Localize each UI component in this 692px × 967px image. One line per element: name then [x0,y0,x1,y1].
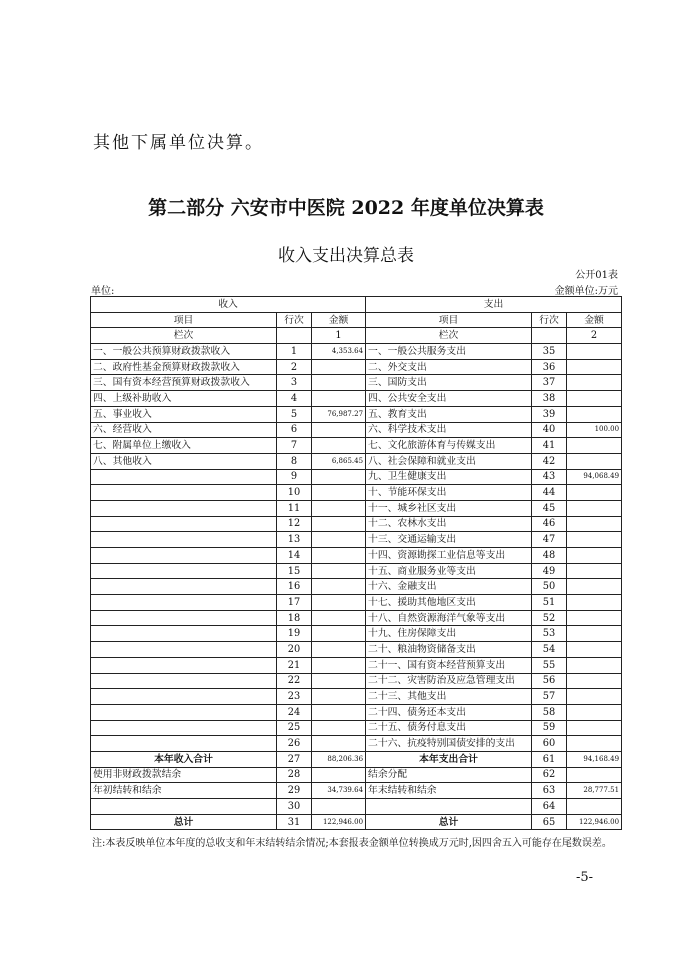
income-amount-cell [312,673,366,689]
income-line-cell: 7 [277,438,312,454]
expense-amount-cell [567,626,622,642]
income-item-cell [91,469,277,485]
expense-item-cell: 十六、金融支出 [366,579,532,595]
income-amount-cell [312,657,366,673]
expense-line-cell: 65 [532,814,567,830]
income-item-cell [91,595,277,611]
expense-item-cell: 六、科学技术支出 [366,422,532,438]
expense-amount-cell [567,563,622,579]
table-row [91,657,622,673]
income-amount-header: 金额 [312,312,366,328]
table-row [91,751,622,767]
expense-item-cell: 十二、农林水支出 [366,516,532,532]
income-line-cell: 16 [277,579,312,595]
expense-item-cell: 年末结转和结余 [366,783,532,799]
income-amount-cell [312,375,366,391]
table-row [91,720,622,736]
expense-amount-cell [567,485,622,501]
expense-line-cell: 36 [532,359,567,375]
income-amount-cell [312,767,366,783]
income-amount-cell [312,548,366,564]
expense-line-cell: 56 [532,673,567,689]
table-row [91,375,622,391]
income-amount-cell [312,359,366,375]
expense-line-cell: 55 [532,657,567,673]
income-item-header: 项目 [91,312,277,328]
income-item-cell: 五、事业收入 [91,406,277,422]
header-row-column-numbers [91,328,622,344]
table-row [91,359,622,375]
expense-amount-cell [567,359,622,375]
expense-item-cell: 十八、自然资源海洋气象等支出 [366,610,532,626]
expense-amount-cell [567,595,622,611]
expense-item-cell: 十一、城乡社区支出 [366,500,532,516]
income-line-cell: 18 [277,610,312,626]
table-row [91,579,622,595]
expense-amount-cell [567,736,622,752]
expense-item-cell: 十四、资源勘探工业信息等支出 [366,548,532,564]
expense-line-cell: 60 [532,736,567,752]
income-amount-cell [312,563,366,579]
expense-item-cell: 二、外交支出 [366,359,532,375]
income-amount-cell: 88,206.36 [312,751,366,767]
income-item-cell [91,736,277,752]
table-row [91,642,622,658]
income-amount-cell: 122,946.00 [312,814,366,830]
table-row [91,689,622,705]
income-amount-cell [312,485,366,501]
income-line-cell: 9 [277,469,312,485]
income-line-cell: 29 [277,783,312,799]
income-amount-cell [312,610,366,626]
income-expense-table [90,296,622,830]
expense-line-cell: 50 [532,579,567,595]
expense-amount-cell [567,610,622,626]
income-item-cell [91,673,277,689]
table-row [91,673,622,689]
income-item-cell: 二、政府性基金预算财政拨款收入 [91,359,277,375]
income-amount-cell [312,579,366,595]
expense-amount-cell [567,657,622,673]
expense-line-cell: 44 [532,485,567,501]
expense-item-cell: 总计 [366,814,532,830]
expense-line-cell: 46 [532,516,567,532]
expense-item-cell: 十七、援助其他地区支出 [366,595,532,611]
unit-label: 单位: [91,286,115,297]
income-item-cell: 四、上级补助收入 [91,391,277,407]
table-row [91,610,622,626]
expense-item-cell: 二十四、债务还本支出 [366,704,532,720]
income-amount-cell [312,720,366,736]
table-row [91,595,622,611]
expense-amount-cell [567,767,622,783]
expense-amount-cell [567,344,622,360]
expense-amount-cell [567,642,622,658]
expense-amount-cell [567,516,622,532]
income-colno: 1 [312,328,366,344]
form-code: 公开01表 [575,270,618,281]
income-line-cell: 2 [277,359,312,375]
income-amount-cell [312,736,366,752]
expense-item-cell: 九、卫生健康支出 [366,469,532,485]
expense-item-cell: 一、一般公共服务支出 [366,344,532,360]
expense-line-cell: 54 [532,642,567,658]
expense-amount-cell [567,532,622,548]
income-line-cell: 30 [277,799,312,815]
income-line-cell: 24 [277,704,312,720]
header-row-columns [91,312,622,328]
expense-item-cell: 四、公共安全支出 [366,391,532,407]
expense-item-cell: 结余分配 [366,767,532,783]
income-item-cell [91,657,277,673]
expense-item-cell: 本年支出合计 [366,751,532,767]
expense-line-cell: 52 [532,610,567,626]
expense-line-cell: 62 [532,767,567,783]
income-item-cell: 总计 [91,814,277,830]
income-item-cell: 一、一般公共预算财政拨款收入 [91,344,277,360]
expense-item-cell: 二十五、债务付息支出 [366,720,532,736]
income-item-cell: 本年收入合计 [91,751,277,767]
income-line-cell: 17 [277,595,312,611]
income-line-cell: 8 [277,453,312,469]
income-line-cell: 20 [277,642,312,658]
expense-amount-cell: 100.00 [567,422,622,438]
expense-line-cell: 61 [532,751,567,767]
income-line-cell: 21 [277,657,312,673]
income-line-cell: 11 [277,500,312,516]
income-item-cell: 七、附属单位上缴收入 [91,438,277,454]
income-amount-cell: 34,739.64 [312,783,366,799]
income-line-cell: 19 [277,626,312,642]
expense-line-cell: 41 [532,438,567,454]
income-item-cell [91,548,277,564]
expense-item-cell: 十、节能环保支出 [366,485,532,501]
income-amount-cell [312,642,366,658]
table-row [91,548,622,564]
expense-amount-cell [567,438,622,454]
income-line-cell: 31 [277,814,312,830]
income-item-cell [91,532,277,548]
table-row [91,422,622,438]
table-row [91,563,622,579]
expense-line-cell: 38 [532,391,567,407]
expense-amount-cell [567,453,622,469]
expense-line-cell: 58 [532,704,567,720]
expense-amount-cell [567,391,622,407]
income-item-cell [91,500,277,516]
income-amount-cell [312,422,366,438]
expense-section-header: 支出 [366,297,622,313]
expense-line-cell: 57 [532,689,567,705]
income-amount-cell [312,469,366,485]
table-row [91,532,622,548]
expense-colno: 2 [567,328,622,344]
income-item-cell: 六、经营收入 [91,422,277,438]
expense-amount-cell: 122,946.00 [567,814,622,830]
expense-item-cell: 十九、住房保障支出 [366,626,532,642]
table-row [91,736,622,752]
expense-item-cell: 十三、交通运输支出 [366,532,532,548]
expense-line-header: 行次 [532,312,567,328]
income-amount-cell: 4,353.64 [312,344,366,360]
table-row [91,469,622,485]
income-amount-cell: 76,987.27 [312,406,366,422]
income-line-cell: 28 [277,767,312,783]
income-item-cell [91,485,277,501]
income-item-cell [91,563,277,579]
income-item-cell [91,799,277,815]
expense-item-cell: 二十、粮油物资储备支出 [366,642,532,658]
table-row [91,783,622,799]
table-row [91,485,622,501]
income-amount-cell [312,704,366,720]
income-amount-cell: 6,865.45 [312,453,366,469]
expense-line-cell: 59 [532,720,567,736]
expense-line-cell: 53 [532,626,567,642]
income-item-cell [91,720,277,736]
expense-amount-cell [567,673,622,689]
income-line-cell: 5 [277,406,312,422]
expense-item-cell: 七、文化旅游体育与传媒支出 [366,438,532,454]
expense-line-cell: 43 [532,469,567,485]
expense-amount-cell [567,720,622,736]
expense-line-cell: 39 [532,406,567,422]
table-row [91,767,622,783]
income-line-cell: 10 [277,485,312,501]
income-amount-cell [312,595,366,611]
table-row [91,814,622,830]
table-row [91,704,622,720]
table-row [91,500,622,516]
income-line-cell: 12 [277,516,312,532]
expense-amount-cell [567,500,622,516]
expense-amount-cell [567,799,622,815]
income-item-cell: 三、国有资本经营预算财政拨款收入 [91,375,277,391]
expense-amount-cell: 28,777.51 [567,783,622,799]
expense-line-cell: 47 [532,532,567,548]
income-line-cell: 15 [277,563,312,579]
income-line-cell: 3 [277,375,312,391]
table-row [91,453,622,469]
expense-line-cell: 63 [532,783,567,799]
expense-item-cell: 二十一、国有资本经营预算支出 [366,657,532,673]
expense-item-cell: 十五、商业服务业等支出 [366,563,532,579]
income-section-header: 收入 [91,297,366,313]
income-item-cell [91,610,277,626]
expense-amount-cell [567,375,622,391]
expense-line-cell: 64 [532,799,567,815]
expense-line-cell: 45 [532,500,567,516]
income-colno-label: 栏次 [91,328,277,344]
income-item-cell: 使用非财政拨款结余 [91,767,277,783]
expense-amount-cell [567,704,622,720]
expense-line-cell: 51 [532,595,567,611]
table-note: 注:本表反映单位本年度的总收支和年末结转结余情况;本套报表金额单位转换成万元时,因四舍五入可能存在尾数误差。 [92,838,612,849]
expense-amount-cell: 94,168.49 [567,751,622,767]
table-row [91,344,622,360]
expense-item-cell: 二十三、其他支出 [366,689,532,705]
expense-item-cell: 三、国防支出 [366,375,532,391]
page-number: -5- [576,870,594,885]
income-colno-blank [277,328,312,344]
table-row [91,626,622,642]
expense-colno-blank [532,328,567,344]
expense-colno-label: 栏次 [366,328,532,344]
expense-line-cell: 40 [532,422,567,438]
income-line-header: 行次 [277,312,312,328]
income-amount-cell [312,500,366,516]
income-line-cell: 13 [277,532,312,548]
income-amount-cell [312,799,366,815]
income-line-cell: 6 [277,422,312,438]
table-row [91,391,622,407]
table-row [91,799,622,815]
income-line-cell: 4 [277,391,312,407]
income-line-cell: 14 [277,548,312,564]
income-line-cell: 23 [277,689,312,705]
income-amount-cell [312,516,366,532]
income-amount-cell [312,391,366,407]
income-amount-cell [312,689,366,705]
income-line-cell: 27 [277,751,312,767]
expense-item-cell [366,799,532,815]
expense-amount-cell [567,548,622,564]
expense-line-cell: 42 [532,453,567,469]
expense-amount-cell [567,579,622,595]
main-title: 第二部分 六安市中医院 2022 年度单位决算表 [148,197,544,219]
expense-line-cell: 37 [532,375,567,391]
income-item-cell [91,689,277,705]
income-line-cell: 22 [277,673,312,689]
income-line-cell: 26 [277,736,312,752]
income-item-cell: 年初结转和结余 [91,783,277,799]
income-item-cell [91,516,277,532]
expense-item-cell: 二十六、抗疫特别国债安排的支出 [366,736,532,752]
income-amount-cell [312,532,366,548]
expense-line-cell: 35 [532,344,567,360]
income-line-cell: 1 [277,344,312,360]
table-row [91,438,622,454]
money-unit: 金额单位:万元 [554,286,618,297]
expense-item-header: 项目 [366,312,532,328]
table-row [91,406,622,422]
income-item-cell: 八、其他收入 [91,453,277,469]
table-row [91,516,622,532]
income-item-cell [91,626,277,642]
expense-amount-cell [567,406,622,422]
expense-item-cell: 二十二、灾害防治及应急管理支出 [366,673,532,689]
expense-line-cell: 48 [532,548,567,564]
expense-amount-cell [567,689,622,705]
income-amount-cell [312,438,366,454]
income-item-cell [91,579,277,595]
intro-text: 其他下属单位决算。 [93,133,264,153]
expense-item-cell: 五、教育支出 [366,406,532,422]
expense-line-cell: 49 [532,563,567,579]
table-title: 收入支出决算总表 [278,246,414,266]
expense-item-cell: 八、社会保障和就业支出 [366,453,532,469]
income-amount-cell [312,626,366,642]
income-item-cell [91,642,277,658]
income-item-cell [91,704,277,720]
expense-amount-header: 金额 [567,312,622,328]
header-row-sections [91,297,622,313]
income-line-cell: 25 [277,720,312,736]
expense-amount-cell: 94,068.49 [567,469,622,485]
